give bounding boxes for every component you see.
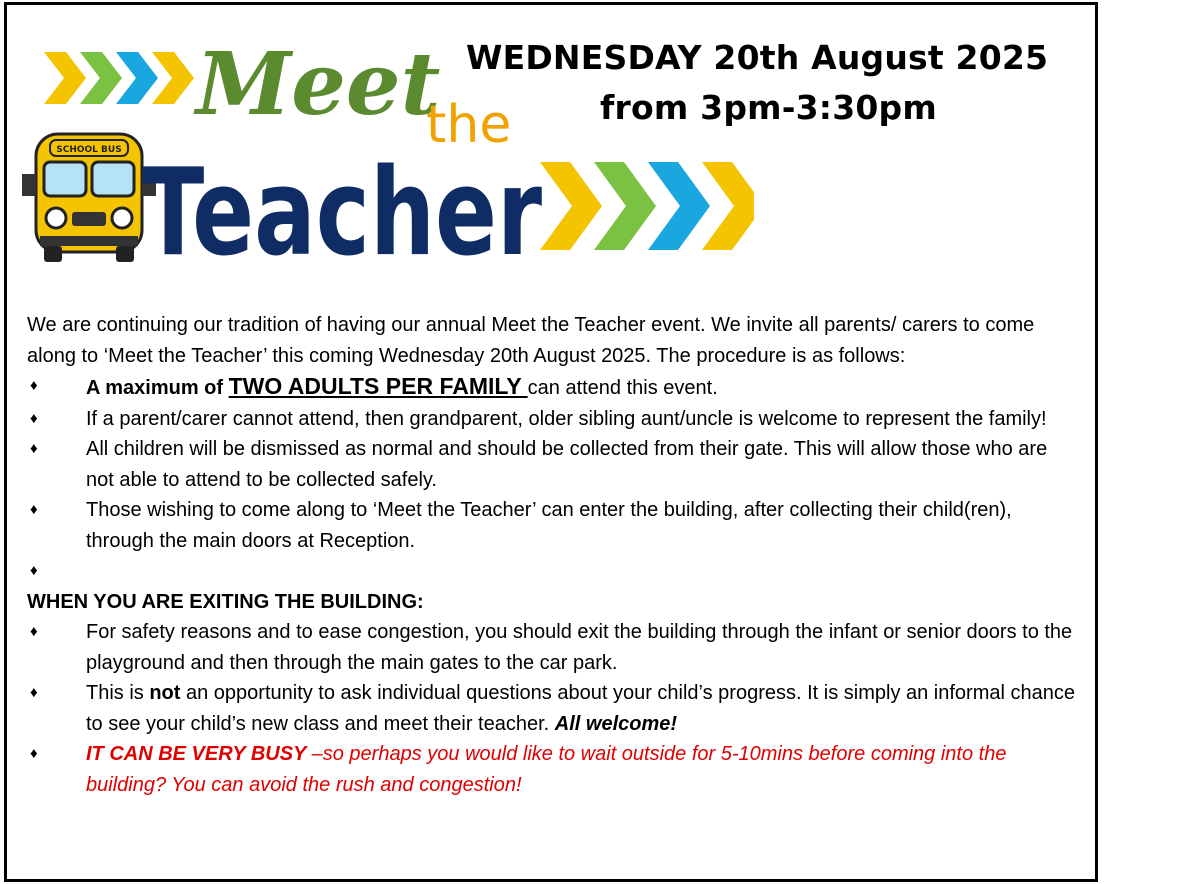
list-item — [27, 678, 1077, 739]
two-adults-emphasis: TWO ADULTS PER FAMILY — [228, 373, 528, 399]
exit-list — [27, 617, 1077, 800]
event-time: from 3pm-3:30pm — [600, 88, 937, 127]
list-item — [27, 617, 1077, 678]
list-item — [27, 434, 1077, 495]
bullet-icon: ♦ — [30, 377, 38, 394]
bullet-icon: ♦ — [30, 684, 38, 701]
procedure-list — [27, 371, 1077, 556]
procedure-item-2: If a parent/carer cannot attend, then grandparent, older sibling aunt/uncle is welcome to represent the family! — [86, 407, 1047, 430]
logo-word-the: the — [426, 95, 512, 155]
bullet-icon: ♦ — [30, 562, 38, 579]
event-date: WEDNESDAY 20th August 2025 — [466, 38, 1049, 77]
not-emphasis: not — [149, 682, 181, 704]
busy-advice: –so perhaps you would like to wait outside for 5-10mins before coming into the building? You can avoid the rush and congestion! — [86, 743, 1007, 796]
max-adults-suffix: can attend this event. — [527, 377, 718, 399]
list-item — [27, 739, 1077, 800]
bullet-icon: ♦ — [30, 745, 38, 762]
bullet-icon: ♦ — [30, 623, 38, 640]
all-welcome: All welcome! — [554, 712, 678, 735]
max-adults-prefix: A maximum of — [86, 377, 229, 399]
empty-bullet-line — [27, 556, 1077, 587]
exit-item-1: For safety reasons and to ease congestion, you should exit the building through the infant or senior doors to the playground and then through the main gates to the car park. — [86, 621, 1073, 674]
bullet-icon: ♦ — [30, 440, 38, 457]
list-item — [27, 404, 1077, 435]
list-item — [27, 495, 1077, 556]
bullet-icon: ♦ — [30, 501, 38, 518]
left-chevrons-icon — [44, 52, 194, 104]
exit-heading: WHEN YOU ARE EXITING THE BUILDING: — [27, 590, 424, 613]
logo-word-teacher: Teacher — [142, 144, 542, 282]
list-item — [27, 371, 1077, 404]
right-chevrons-icon — [540, 162, 754, 250]
logo-word-meet: Meet — [196, 34, 441, 135]
intro-paragraph: We are continuing our tradition of having our annual Meet the Teacher event. We invite all parents/ carers to come along to ‘Meet the Teacher’ this coming Wednesday 20th August 2025. The procedure is as follows: — [27, 314, 1035, 367]
bus-sign-text: SCHOOL BUS — [56, 145, 122, 155]
exit-item-2b: an opportunity to ask individual questions about your child’s progress. It is simply an informal chance to see your child’s new class and meet their teacher. — [86, 682, 1075, 735]
flyer-body — [27, 310, 1077, 800]
exit-item-2a: This is — [86, 682, 150, 704]
busy-warning: IT CAN BE VERY BUSY — [86, 743, 312, 765]
procedure-item-4: Those wishing to come along to ‘Meet the Teacher’ can enter the building, after collecting their child(ren), through the main doors at Reception. — [86, 499, 1012, 552]
procedure-item-3: All children will be dismissed as normal and should be collected from their gate. This will allow those who are not able to attend to be collected safely. — [86, 438, 1048, 491]
bullet-icon: ♦ — [30, 409, 38, 427]
